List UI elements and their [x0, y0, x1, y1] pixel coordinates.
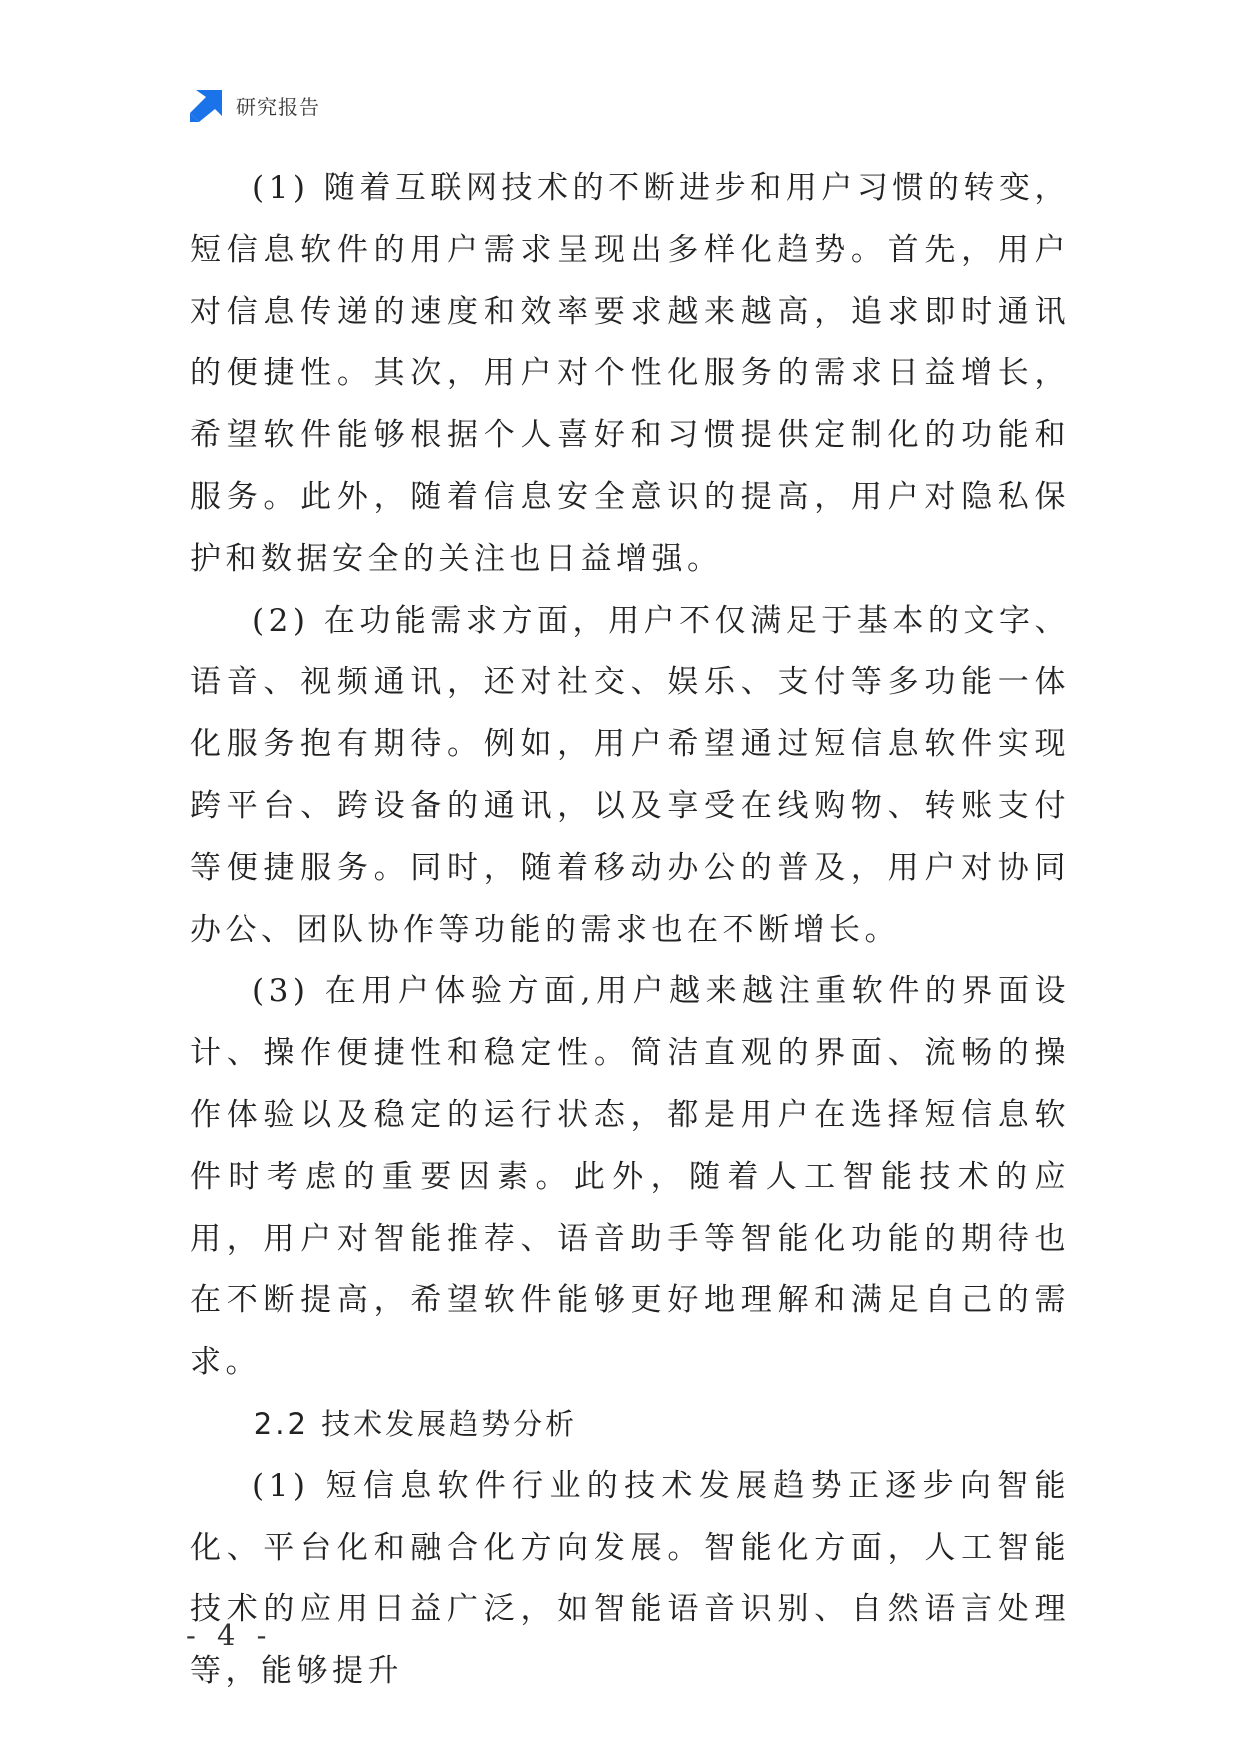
header-title: 研究报告 — [236, 94, 320, 119]
report-header — [190, 88, 320, 122]
paragraph-user-experience: (3) 在用户体验方面,用户越来越注重软件的界面设计、操作便捷性和稳定性。简洁直观的界面、流畅的操作体验以及稳定的运行状态，都是用户在选择短信息软件时考虑的重要因素。此外，随着人工智能技术的应用，用户对智能推荐、语音助手等智能化功能的期待也在不断提高，希望软件能够更好地理解和满足自己的需求。 — [190, 973, 1070, 1381]
document-body — [190, 158, 1070, 1703]
paragraph-tech-trend: (1) 短信息软件行业的技术发展趋势正逐步向智能化、平台化和融合化方向发展。智能化方面，人工智能技术的应用日益广泛，如智能语音识别、自然语言处理等，能够提升 — [190, 1467, 1070, 1690]
arrow-up-right-icon — [190, 88, 224, 122]
paragraph-user-needs-diversity: (1) 随着互联网技术的不断进步和用户习惯的转变，短信息软件的用户需求呈现出多样化趋势。首先，用户对信息传递的速度和效率要求越来越高，追求即时通讯的便捷性。其次，用户对个性化服务的需求日益增长，希望软件能够根据个人喜好和习惯提供定制化的功能和服务。此外，随着信息安全意识的提高，用户对隐私保护和数据安全的关注也日益增强。 — [190, 170, 1070, 577]
paragraph-functional-needs: (2) 在功能需求方面，用户不仅满足于基本的文字、语音、视频通讯，还对社交、娱乐、支付等多功能一体化服务抱有期待。例如，用户希望通过短信息软件实现跨平台、跨设备的通讯，以及享受在线购物、转账支付等便捷服务。同时，随着移动办公的普及，用户对协同办公、团队协作等功能的需求也在不断增长。 — [190, 602, 1070, 948]
section-heading: 2.2 技术发展趋势分析 — [253, 1406, 578, 1441]
page-number: - 4 - — [186, 1618, 273, 1652]
